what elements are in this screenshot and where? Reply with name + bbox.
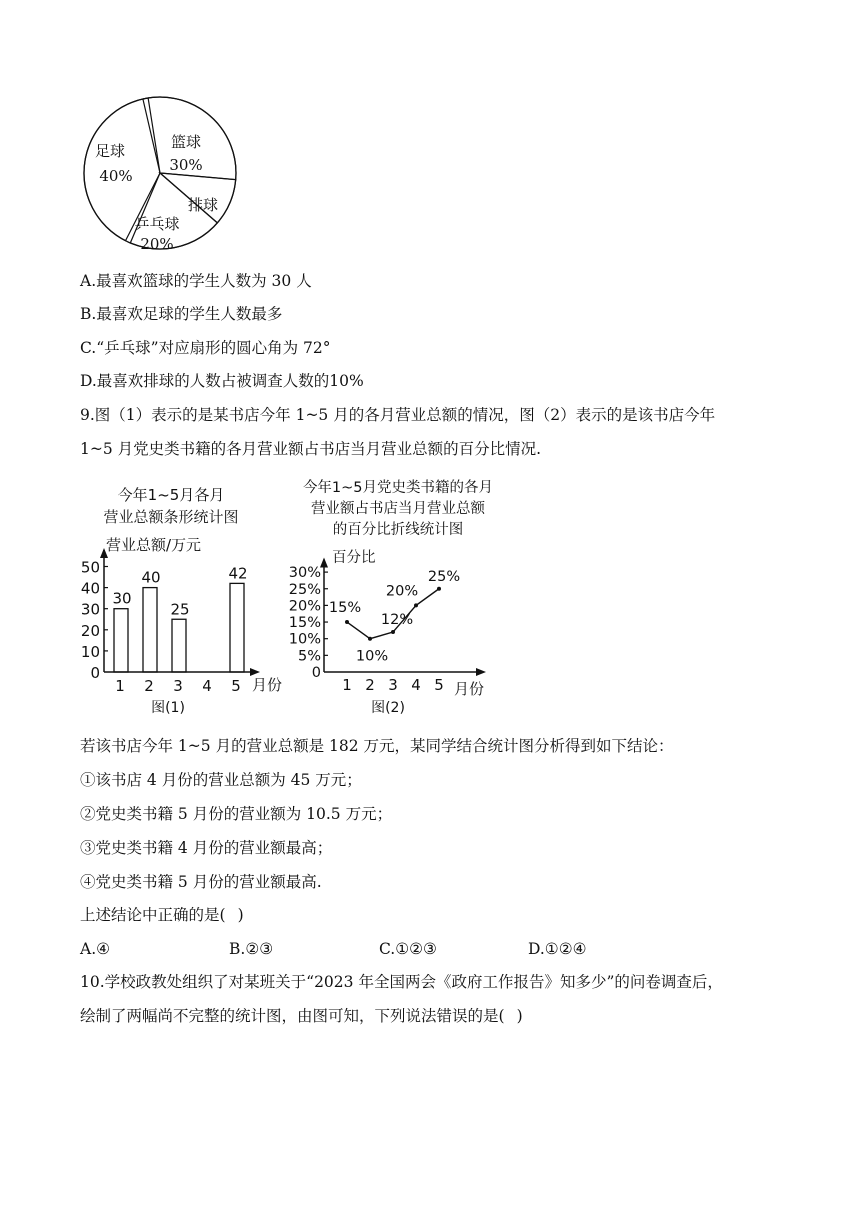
q9-stem-line1: 9.图（1）表示的是某书店今年 1~5 月的各月营业总额的情况，图（2）表示的是该书店今年: [80, 406, 716, 424]
bar-y-tick-label: 0: [90, 664, 100, 682]
bar-chart-xlabel: 月份: [252, 676, 283, 694]
pie-label-4: 乒乓球: [134, 215, 180, 233]
q10-line2-end: ): [516, 1007, 523, 1025]
line-y-tick-label: 25%: [288, 581, 321, 598]
q9-conclusion-4: ④党史类书籍 5 月份的营业额最高.: [80, 873, 322, 891]
line-chart: [282, 476, 512, 720]
line-point-2: [368, 637, 372, 641]
line-chart-title-2: 营业额占书店当月营业总额: [311, 501, 485, 517]
bar-chart-caption: 图(1): [151, 700, 185, 716]
bar-x-tick-label: 3: [173, 677, 183, 695]
bar-2: [143, 588, 157, 672]
pie-label-3: 排球: [187, 196, 219, 214]
bar-value-label: 30: [112, 589, 132, 608]
q9-conclusion-2: ②党史类书籍 5 月份的营业额为 10.5 万元；: [80, 805, 393, 823]
bar-x-tick-label: 5: [231, 677, 241, 695]
line-x-arrow: [476, 668, 486, 676]
q9-option-d: D.①②④: [528, 940, 587, 958]
q9-option-c: C.①②③: [379, 940, 437, 958]
line-value-label: 25%: [427, 568, 461, 585]
bar-3: [172, 619, 186, 672]
option-d: D.最喜欢排球的人数占被调查人数的10%: [80, 372, 364, 390]
bar-value-label: 42: [228, 564, 248, 583]
option-b: B.最喜欢足球的学生人数最多: [80, 305, 283, 323]
pie-percent-1: 40%: [99, 167, 133, 185]
bar-chart-title-2: 营业总额条形统计图: [103, 508, 239, 526]
pie-percent-4: 20%: [140, 235, 174, 253]
line-x-tick-label: 2: [365, 676, 375, 694]
bar-value-label: 25: [170, 600, 190, 619]
line-chart-title-3: 的百分比折线统计图: [332, 522, 464, 538]
line-point-1: [345, 620, 349, 624]
pie-label-2: 篮球: [170, 133, 202, 151]
q10-line2: [80, 1005, 523, 1027]
line-x-tick-label: 4: [411, 676, 421, 694]
line-point-3: [391, 630, 395, 634]
pie-percent-2: 30%: [169, 156, 203, 174]
q9-conclusion-1: ①该书店 4 月份的营业总额为 45 万元；: [80, 771, 362, 789]
bar-1: [114, 609, 128, 672]
bar-x-arrow: [250, 668, 260, 676]
line-value-label: 10%: [355, 648, 389, 665]
pie-label-1: 足球: [94, 142, 126, 160]
line-chart-ylabel: 百分比: [332, 550, 376, 566]
q9-stem-line2: 1~5 月党史类书籍的各月营业额占书店当月营业总额的百分比情况.: [80, 440, 542, 458]
bar-chart-ylabel: 营业总额/万元: [106, 536, 202, 554]
line-point-4: [414, 603, 418, 607]
bar-x-tick-label: 1: [115, 677, 125, 695]
line-y-tick-label: 20%: [288, 598, 321, 615]
bar-5: [230, 583, 244, 672]
line-point-5: [437, 587, 441, 591]
line-chart-xlabel: 月份: [454, 680, 485, 698]
q9-question-end: ): [237, 906, 244, 924]
q9-question: [80, 904, 244, 926]
q10-line1: 10.学校政教处组织了对某班关于“2023 年全国两会《政府工作报告》知多少”的问卷调查后，: [80, 973, 723, 991]
line-x-tick-label: 3: [388, 676, 398, 694]
bar-y-tick-label: 10: [80, 642, 100, 661]
line-x-tick-label: 5: [434, 676, 444, 694]
line-value-label: 15%: [328, 600, 362, 617]
bar-x-tick-label: 2: [144, 677, 154, 695]
bar-y-tick-label: 20: [80, 621, 100, 640]
line-y-tick-label: 0: [311, 665, 321, 681]
line-y-tick-label: 30%: [288, 565, 321, 582]
pie-chart: [80, 93, 240, 253]
bar-x-tick-label: 4: [202, 677, 212, 695]
bar-y-tick-label: 50: [80, 558, 100, 577]
q9-question-text: 上述结论中正确的是(: [80, 906, 226, 924]
bar-value-label: 40: [141, 568, 161, 587]
line-y-tick-label: 5%: [297, 648, 321, 665]
bar-chart-title-1: 今年1~5月各月: [117, 486, 225, 504]
q10-line2-text: 绘制了两幅尚不完整的统计图，由图可知，下列说法错误的是(: [80, 1007, 505, 1025]
q9-condition: 若该书店今年 1~5 月的营业总额是 182 万元，某同学结合统计图分析得到如下结论：: [80, 737, 674, 755]
option-c: C.“乒乓球”对应扇形的圆心角为 72°: [80, 339, 331, 357]
line-chart-title-1: 今年1~5月党史类书籍的各月: [302, 480, 494, 496]
q9-option-a: A.④: [80, 940, 111, 958]
line-value-label: 20%: [385, 583, 419, 600]
bar-y-tick-label: 30: [80, 600, 100, 619]
q9-option-b: B.②③: [229, 940, 274, 958]
line-x-tick-label: 1: [342, 676, 352, 694]
bar-y-tick-label: 40: [80, 579, 100, 598]
line-y-arrow: [320, 557, 328, 567]
q9-conclusion-3: ③党史类书籍 4 月份的营业额最高；: [80, 839, 333, 857]
line-y-tick-label: 10%: [288, 631, 321, 648]
line-value-label: 12%: [380, 612, 414, 629]
option-a: A.最喜欢篮球的学生人数为 30 人: [80, 272, 312, 290]
line-chart-caption: 图(2): [371, 700, 405, 716]
line-y-tick-label: 15%: [288, 615, 321, 632]
